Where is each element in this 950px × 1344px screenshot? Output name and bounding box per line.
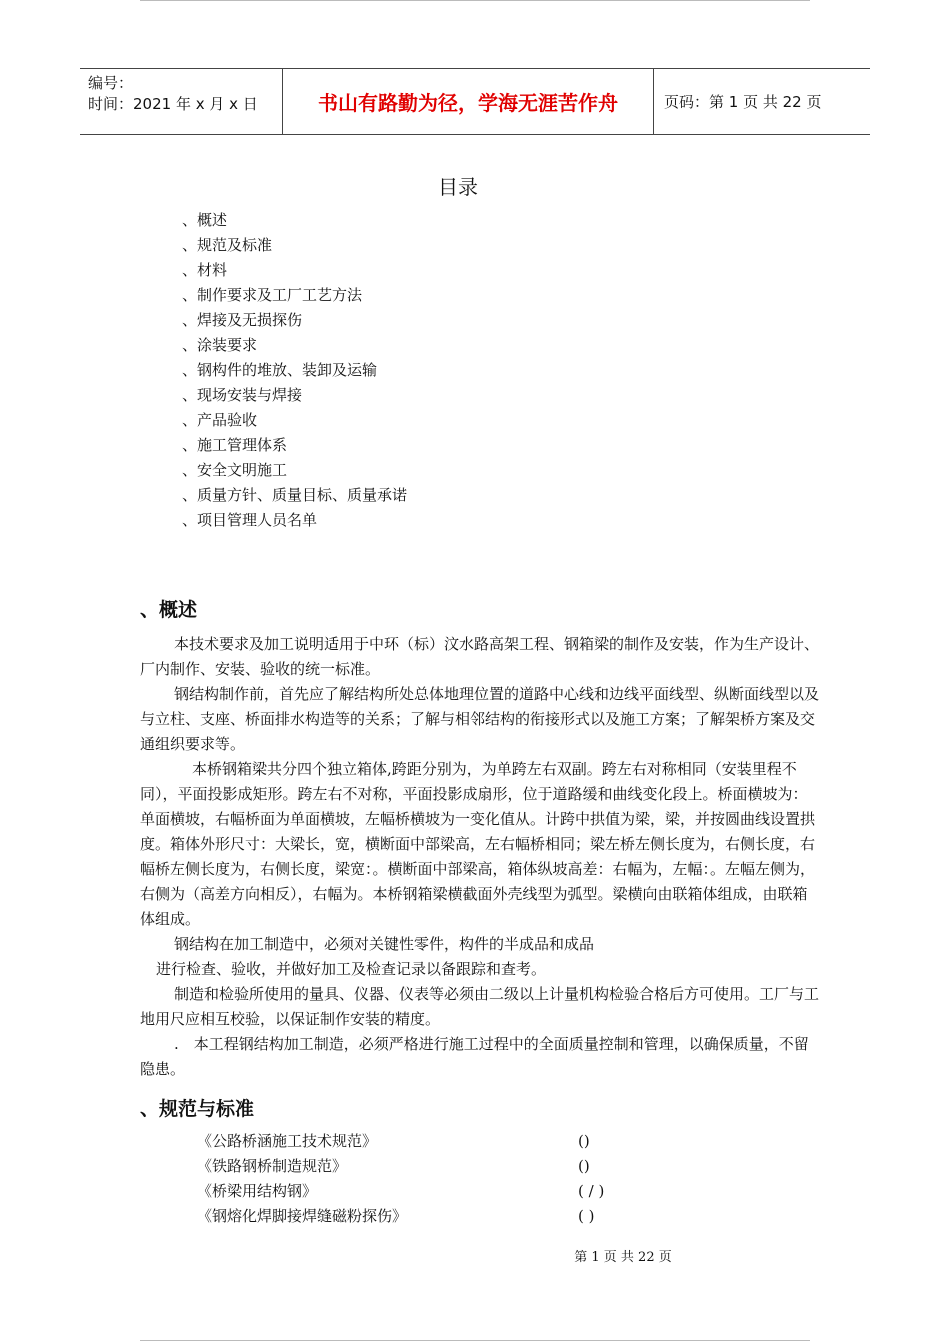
header-meta bbox=[80, 69, 282, 134]
toc-item: 、质量方针、质量目标、质量承诺 bbox=[182, 486, 408, 504]
section-heading-overview: 、概述 bbox=[140, 599, 198, 621]
toc-item: 、涂装要求 bbox=[182, 336, 258, 354]
toc-item: 、现场安装与焊接 bbox=[182, 386, 303, 404]
toc-item: 、安全文明施工 bbox=[182, 461, 288, 479]
standard-code: () bbox=[578, 1132, 590, 1150]
toc-item: 、产品验收 bbox=[182, 411, 258, 429]
standard-name: 《桥梁用结构钢》 bbox=[197, 1182, 318, 1200]
section-heading-standards: 、规范与标准 bbox=[140, 1098, 255, 1120]
toc-item: 、项目管理人员名单 bbox=[182, 511, 318, 529]
toc-item: 、钢构件的堆放、装卸及运输 bbox=[182, 361, 378, 379]
toc-item: 、制作要求及工厂工艺方法 bbox=[182, 286, 363, 304]
standard-code: () bbox=[578, 1157, 590, 1175]
bottom-rule bbox=[140, 1340, 810, 1341]
standard-name: 《铁路钢桥制造规范》 bbox=[197, 1157, 348, 1175]
standard-code: ( / ) bbox=[578, 1182, 605, 1200]
standard-name: 《钢熔化焊脚接焊缝磁粉探伤》 bbox=[197, 1207, 408, 1225]
paragraph: 本桥钢箱梁共分四个独立箱体,跨距分别为，为单跨左右双副。跨左右对称相同（安装里程不同），平面投影成矩形。跨左右不对称，平面投影成扇形，位于道路缓和曲线变化段上。桥面横坡为：单面横坡，右幅桥面为单面横坡，左幅桥横坡为一变化值从。计跨中拱值为梁，梁，并按圆曲线设置拱度。箱体外形尺寸：大梁长，宽，横断面中部梁高，左右幅桥相同；梁左桥左侧长度为，右侧长度，右幅桥左侧长度为，右侧长度，梁宽：。横断面中部梁高，箱体纵坡高差：右幅为，左幅：。左幅左侧为，右侧为（高差方向相反），右幅为。本桥钢箱梁横截面外壳线型为弧型。梁横向由联箱体组成，由联箱体组成。 bbox=[140, 760, 816, 928]
header-page-label: 页码：第 1 页 共 22 页 bbox=[664, 93, 822, 111]
overview-body bbox=[140, 632, 820, 1082]
paragraph: 本技术要求及加工说明适用于中环（标）汶水路高架工程、钢箱梁的制作及安装，作为生产设计、厂内制作、安装、验收的统一标准。 bbox=[140, 635, 820, 678]
toc-item: 、概述 bbox=[182, 211, 228, 229]
standard-name: 《公路桥涵施工技术规范》 bbox=[197, 1132, 378, 1150]
toc-title: 目录 bbox=[438, 175, 478, 199]
top-rule bbox=[140, 0, 810, 1]
toc-item: 、规范及标准 bbox=[182, 236, 273, 254]
standard-code: ( ) bbox=[578, 1207, 595, 1225]
paragraph: 进行检查、验收，并做好加工及检查记录以备跟踪和查考。 bbox=[156, 960, 547, 978]
page-header bbox=[80, 68, 870, 135]
number-label: 编号： bbox=[88, 74, 134, 92]
paragraph: 钢结构在加工制造中，必须对关键性零件，构件的半成品和成品 bbox=[174, 935, 595, 953]
toc-item: 、焊接及无损探伤 bbox=[182, 311, 303, 329]
toc-list bbox=[182, 208, 407, 533]
paragraph: 制造和检验所使用的量具、仪器、仪表等必须由二级以上计量机构检验合格后方可使用。工厂与工地用尺应相互校验，以保证制作安装的精度。 bbox=[140, 985, 820, 1028]
page-footer: 第 1 页 共 22 页 bbox=[574, 1250, 672, 1265]
paragraph: . 本工程钢结构加工制造，必须严格进行施工过程中的全面质量控制和管理，以确保质量，不留隐患。 bbox=[140, 1035, 809, 1078]
paragraph: 钢结构制作前，首先应了解结构所处总体地理位置的道路中心线和边线平面线型、纵断面线型以及与立柱、支座、桥面排水构造等的关系；了解与相邻结构的衔接形式以及施工方案；了解架桥方案及交通组织要求等。 bbox=[140, 685, 820, 753]
toc-item: 、材料 bbox=[182, 261, 228, 279]
toc-item: 、施工管理体系 bbox=[182, 436, 288, 454]
header-motto: 书山有路勤为径，学海无涯苦作舟 bbox=[282, 69, 654, 134]
time-label: 时间：2021 年 x 月 x 日 bbox=[88, 95, 258, 113]
